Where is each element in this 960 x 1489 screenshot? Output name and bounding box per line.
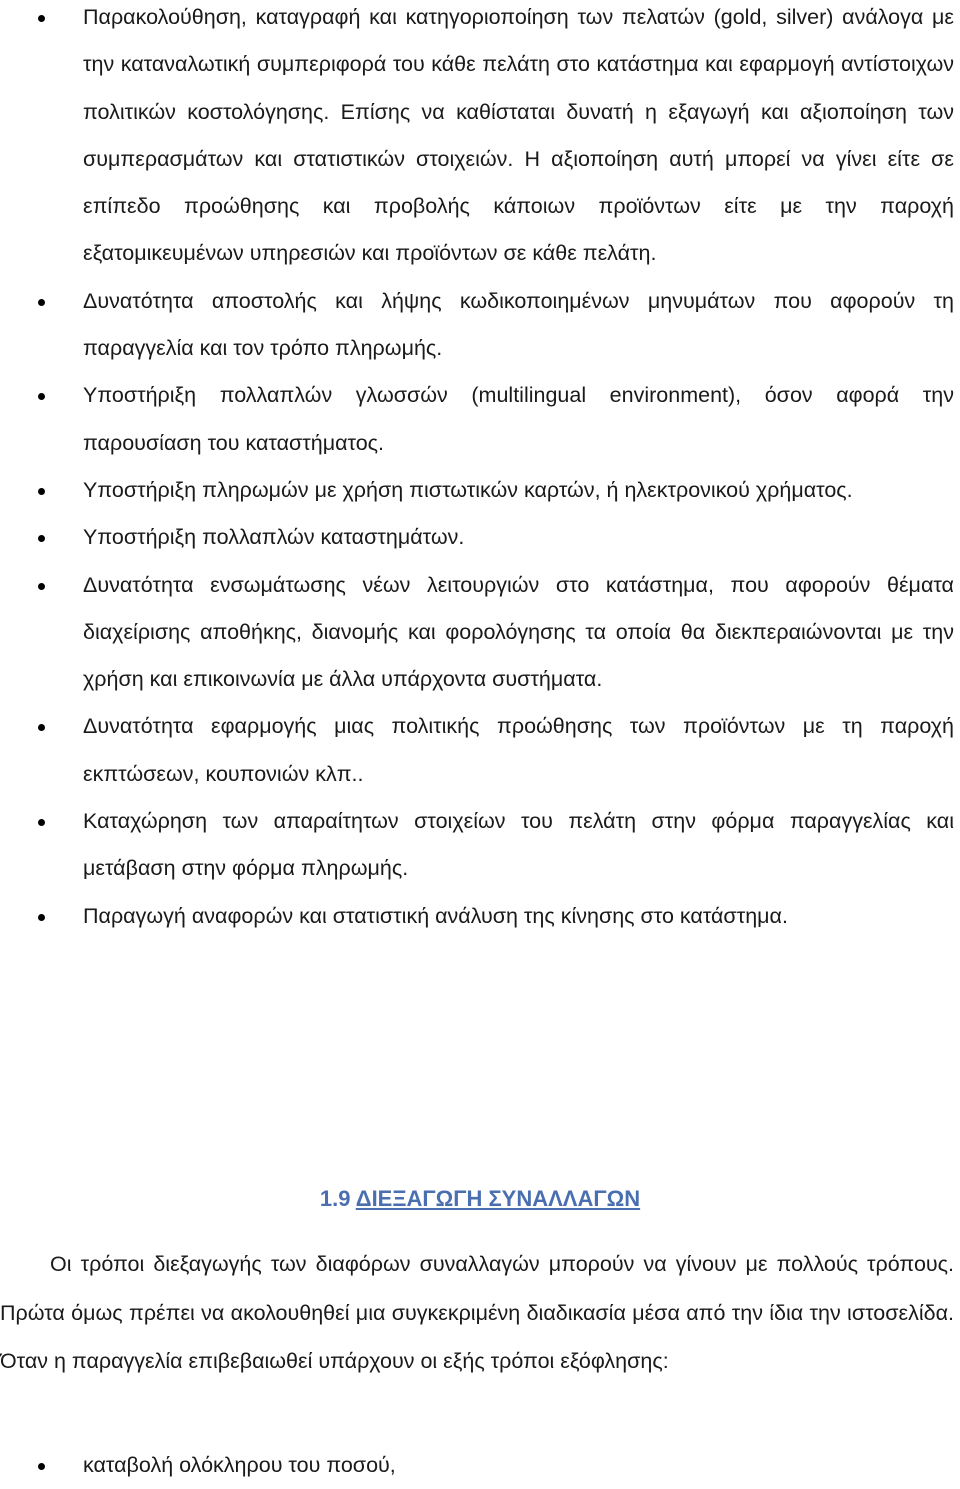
bullet-item-reports: Παραγωγή αναφορών και στατιστική ανάλυση της κίνησης στο κατάστημα. — [0, 893, 960, 940]
bullet-item-customer-tracking: Παρακολούθηση, καταγραφή και κατηγοριοποίηση των πελατών (gold, silver) ανάλογα με την καταναλωτική συμπεριφορά του κάθε πελάτη στο κατάστημα και εφαρμογή αντίστοιχων πολιτικών κοστολόγησης. Επίσης να καθίσταται δυνατή η εξαγωγή και αξιοποίηση των συμπερασμάτων και στατιστικών στοιχειών. Η αξιοποίηση αυτή μπορεί να γίνει είτε σε επίπεδο προώθησης και προβολής κάποιων προϊόντων είτε με την παροχή εξατομικευμένων υπηρεσιών και προϊόντων σε κάθε πελάτη. — [0, 0, 960, 278]
bullet-item-full-payment: καταβολή ολόκληρου του ποσού, — [0, 1442, 960, 1489]
bullet-item-multilingual: Υποστήριξη πολλαπλών γλωσσών (multilingual environment), όσον αφορά την παρουσίαση του καταστήματος. — [0, 372, 960, 467]
bullet-item-encrypted-messages: Δυνατότητα αποστολής και λήψης κωδικοποιημένων μηνυμάτων που αφορούν τη παραγγελία και τον τρόπο πληρωμής. — [0, 278, 960, 373]
section-title: ΔΙΕΞΑΓΩΓΗ ΣΥΝΑΛΛΑΓΩΝ — [355, 1186, 641, 1211]
section-heading — [0, 1184, 960, 1214]
bullet-item-order-form: Καταχώρηση των απαραίτητων στοιχείων του πελάτη στην φόρμα παραγγελίας και μετάβαση στην φόρμα πληρωμής. — [0, 798, 960, 893]
body-paragraph: Οι τρόποι διεξαγωγής των διαφόρων συναλλαγών μπορούν να γίνουν με πολλούς τρόπους. Πρώτα όμως πρέπει να ακολουθηθεί μια συγκεκριμένη διαδικασία μέσα από την ίδια την ιστοσελίδα. Όταν η παραγγελία επιβεβαιωθεί υπάρχουν οι εξής τρόποι εξόφλησης: — [0, 1252, 954, 1373]
bullet-item-card-payments: Υποστήριξη πληρωμών με χρήση πιστωτικών καρτών, ή ηλεκτρονικού χρήματος. — [0, 467, 960, 514]
bullet-item-promotion-policy: Δυνατότητα εφαρμογής μιας πολιτικής προώθησης των προϊόντων με τη παροχή εκπτώσεων, κουπονιών κλπ.. — [0, 703, 960, 798]
bullet-item-multiple-stores: Υποστήριξη πολλαπλών καταστημάτων. — [0, 514, 960, 561]
payment-bullet-list — [0, 1442, 960, 1489]
section-number: 1.9 — [319, 1186, 351, 1211]
bullet-item-new-functions: Δυνατότητα ενσωμάτωσης νέων λειτουργιών στο κατάστημα, που αφορούν θέματα διαχείρισης αποθήκης, διανομής και φορολόγησης τα οποία θα διεκπεραιώνονται με την χρήση και επικοινωνία με άλλα υπάρχοντα συστήματα. — [0, 562, 960, 704]
